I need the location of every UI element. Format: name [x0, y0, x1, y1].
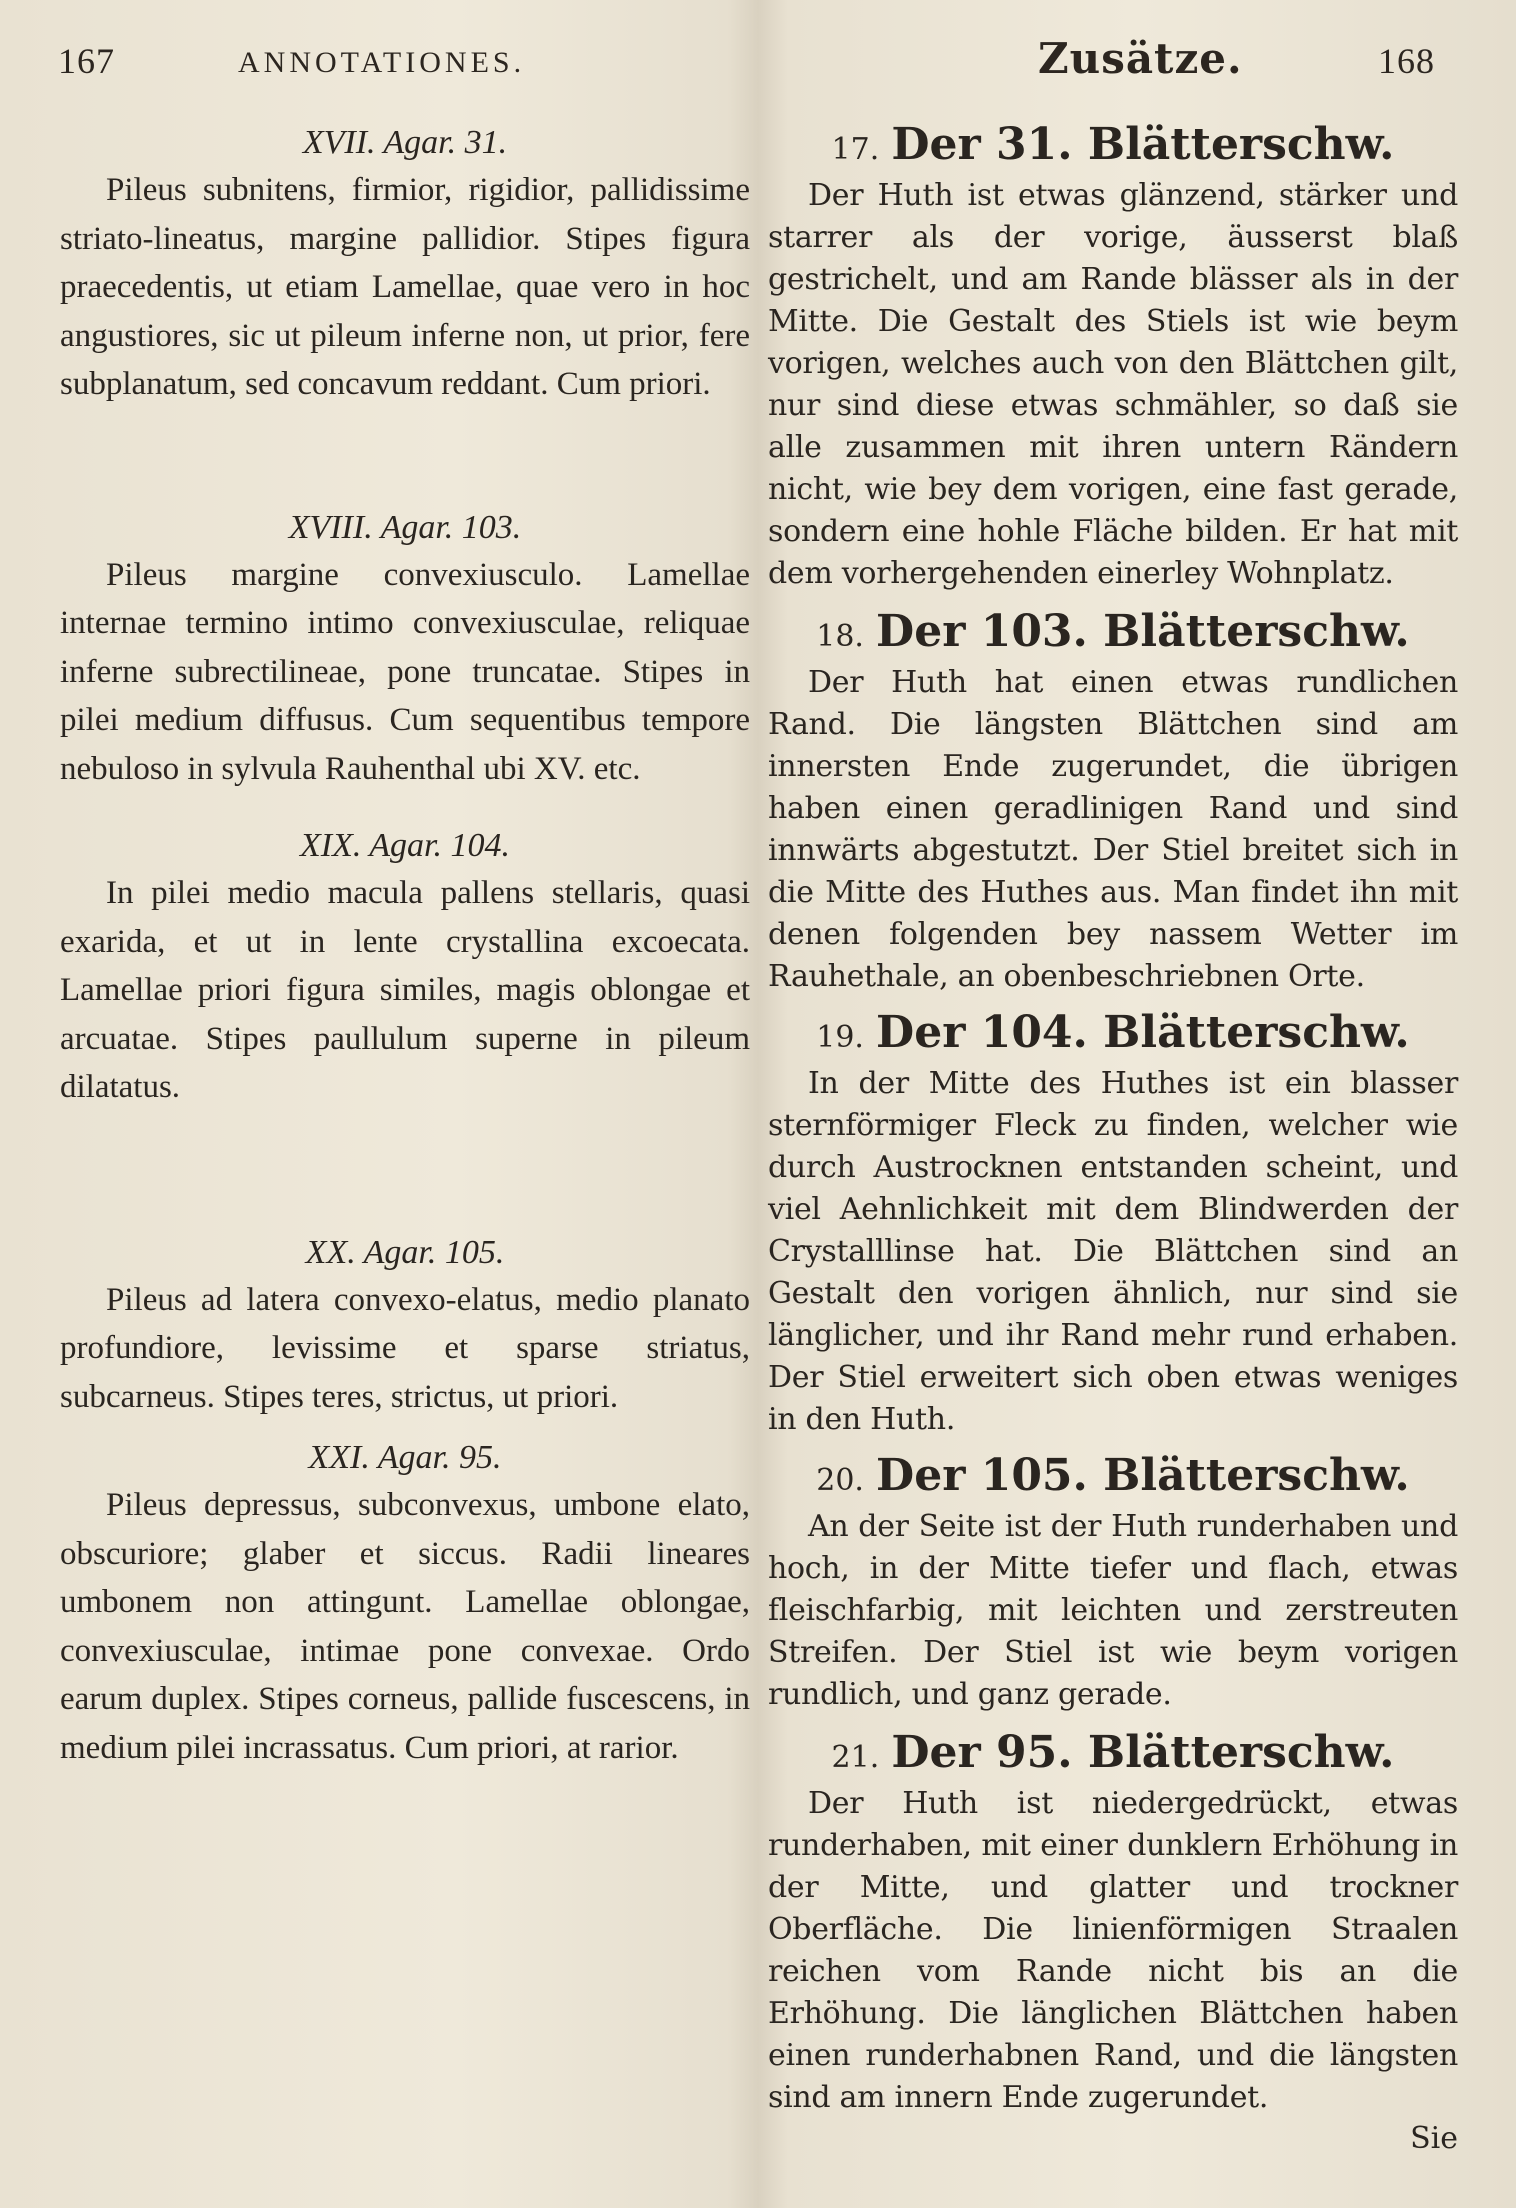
entry-title: Der 105. Blätterschw. — [876, 1450, 1410, 1501]
german-entry-21 — [768, 1728, 1458, 2119]
entry-heading — [768, 1451, 1458, 1506]
left-column — [60, 120, 750, 1772]
entry-heading: XVIII. Agar. 103. — [288, 508, 522, 546]
entry-number: 20. — [816, 1463, 864, 1498]
german-entry-19 — [768, 1008, 1458, 1441]
entry-heading — [768, 120, 1458, 175]
entry-heading — [768, 1728, 1458, 1783]
entry-text: Pileus margine convexiusculo. Lamellae internae termino intimo convexiusculae, reliquae inferne subrectilineae, pone truncatae. Stipes in pilei medium diffusus. Cum sequentibus tempore nebuloso in sylvula Rauhenthal ubi XV. etc. — [60, 556, 750, 787]
entry-heading: XVII. Agar. 31. — [302, 124, 508, 161]
german-entry-20 — [768, 1451, 1458, 1716]
entry-title: Der 31. Blätterschw. — [891, 119, 1395, 170]
entry-number: 21. — [831, 1740, 880, 1775]
entry-text: Pileus depressus, subconvexus, umbone elato, obscuriore; glaber et siccus. Radii lineares umbonem non attingunt. Lamellae oblongae, convexiusculae, intimae pone convexae. Ordo earum duplex. Stipes corneus, pallide fuscescens, in medium pilei incrassatus. Cum priori, at rarior. — [60, 1487, 750, 1766]
entry-number: 19. — [816, 1020, 864, 1055]
german-entry-18 — [768, 607, 1458, 998]
entry-text: Pileus ad latera convexo-elatus, medio planato profundiore, levissime et sparse striatus, subcarneus. Stipes teres, strictus, ut priori. — [60, 1281, 750, 1415]
right-page — [758, 0, 1516, 2208]
entry-text: Der Huth ist niedergedrückt, etwas runderhaben, mit einer dunklern Erhöhung in der Mitte, und glatter und trockner Oberfläche. Die linienförmigen Straalen reichen vom Rande nicht bis an die Erhöhung. Die länglichen Blättchen haben einen runderhabnen Rand, und die längsten sind am innern Ende zugerundet. — [768, 1786, 1458, 2115]
entry-text: Der Huth hat einen etwas rundlichen Rand. Die längsten Blättchen sind am innersten Ende zugerundet, die übrigen haben einen geradlinigen Rand und sind innwärts abgestutzt. Der Stiel breitet sich in die Mitte des Huthes aus. Man findet ihn mit denen folgenden bey nassem Wetter im Rauhethale, an obenbeschriebnen Orte. — [768, 665, 1458, 994]
entry-text: An der Seite ist der Huth runderhaben und hoch, in der Mitte tiefer und flach, etwas fleischfarbig, mit leichten und zerstreuten Streifen. Der Stiel ist wie beym vorigen rundlich, und ganz gerade. — [768, 1509, 1458, 1712]
entry-text: Pileus subnitens, firmior, rigidior, pallidissime striato-lineatus, margine pallidior. Stipes figura praecedentis, ut etiam Lamellae, quae vero in hoc angustiores, sic ut pileum inferne non, ut prior, fere subplanatum, sed concavum reddant. Cum priori. — [60, 172, 750, 402]
latin-entry-20 — [60, 1230, 750, 1422]
entry-heading: XX. Agar. 105. — [305, 1233, 505, 1271]
latin-entry-19 — [60, 823, 750, 1112]
running-title-right: Zusätze. — [1038, 34, 1243, 83]
entry-heading — [768, 607, 1458, 662]
entry-title: Der 95. Blätterschw. — [891, 1727, 1395, 1778]
page-number-right: 168 — [1378, 41, 1435, 81]
entry-heading: XIX. Agar. 104. — [300, 827, 510, 864]
running-title-left: ANNOTATIONES. — [238, 46, 526, 79]
entry-title: Der 104. Blätterschw. — [876, 1007, 1410, 1058]
entry-title: Der 103. Blätterschw. — [876, 606, 1410, 657]
entry-text: In pilei medio macula pallens stellaris, quasi exarida, et ut in lente crystallina excoecata. Lamellae priori figura similes, magis oblongae et arcuatae. Stipes paullulum superne in pileum dilatatus. — [60, 875, 750, 1105]
entry-number: 18. — [816, 619, 864, 654]
latin-entry-17 — [60, 120, 750, 409]
entry-heading — [768, 1008, 1458, 1063]
right-column — [768, 120, 1458, 2159]
entry-text: Der Huth ist etwas glänzend, stärker und starrer als der vorige, äusserst blaß gestrichelt, und am Rande blässer als in der Mitte. Die Gestalt des Stiels ist wie beym vorigen, welches auch von den Blättchen gilt, nur sind diese etwas schmähler, so daß sie alle zusammen mit ihren untern Rändern nicht, wie bey dem vorigen, eine fast gerade, sondern eine hohle Fläche bilden. Er hat mit dem vorhergehenden einerley Wohnplatz. — [768, 178, 1458, 591]
entry-text: In der Mitte des Huthes ist ein blasser sternförmiger Fleck zu finden, welcher wie durch Austrocknen entstanden scheint, und viel Aehnlichkeit mit dem Blindwerden der Crystalllinse hat. Die Blättchen sind an Gestalt den vorigen ähnlich, nur sind sie länglicher, und ihr Rand mehr rund erhaben. Der Stiel erweitert sich oben etwas weniges in den Huth. — [768, 1066, 1458, 1437]
latin-entry-21 — [60, 1435, 750, 1772]
entry-heading: XXI. Agar. 95. — [308, 1439, 502, 1476]
latin-entry-18 — [60, 505, 750, 794]
entry-number: 17. — [831, 132, 880, 167]
catchword: Sie — [1410, 2121, 1458, 2156]
german-entry-17 — [768, 120, 1458, 595]
page-number-left: 167 — [58, 41, 115, 81]
